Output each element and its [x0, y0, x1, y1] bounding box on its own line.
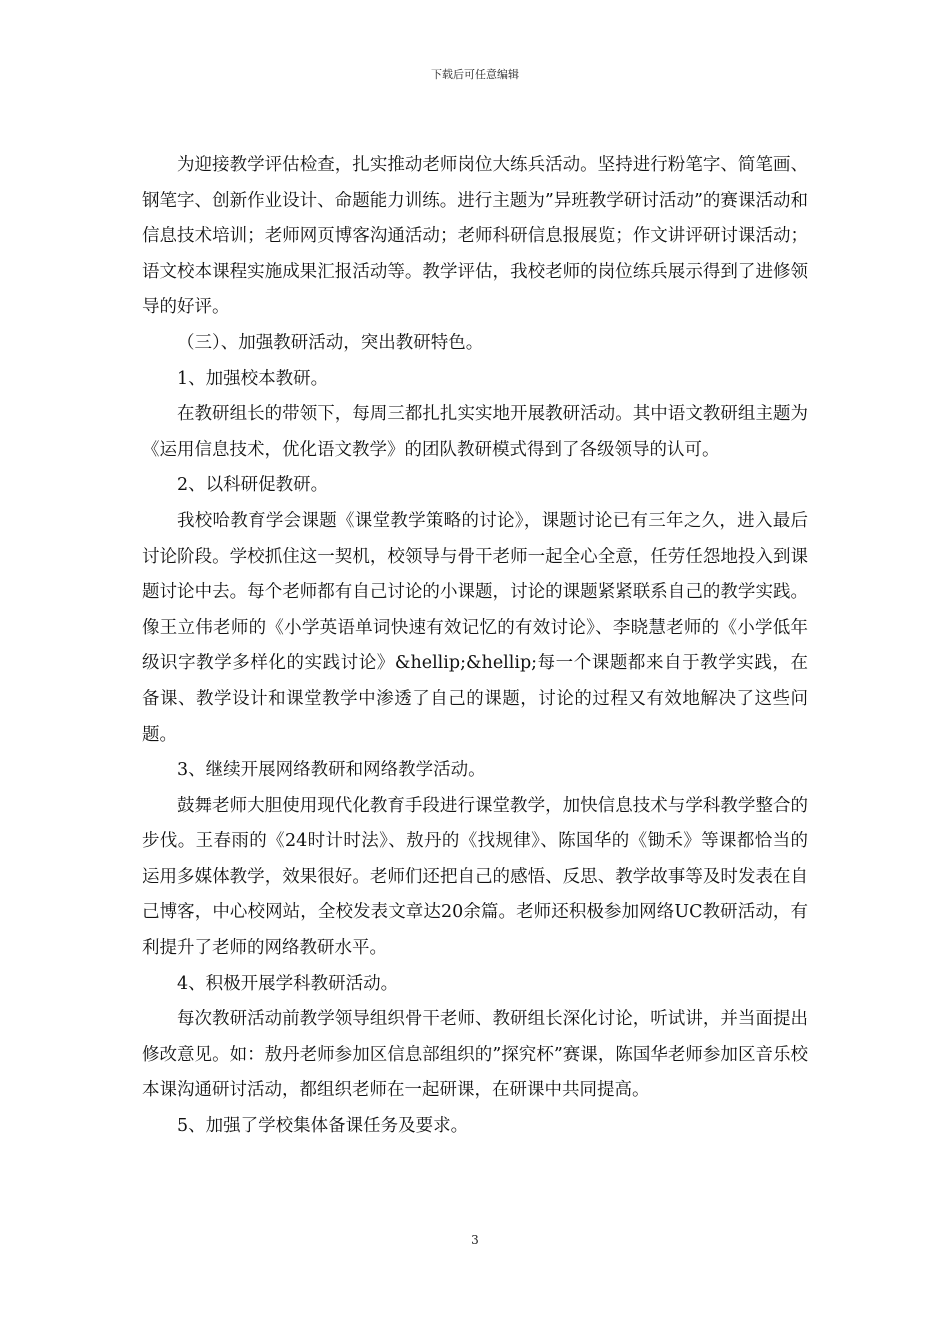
page-number: 3	[471, 1233, 479, 1247]
page-header: 下载后可任意编辑	[431, 68, 519, 81]
paragraph: 每次教研活动前教学领导组织骨干老师、教研组长深化讨论，听试讲，并当面提出修改意见。如：敖丹老师参加区信息部组织的”探究杯”赛课，陈国华老师参加区音乐校本课沟通研讨活动，都组织老师在一起研课，在研课中共同提高。	[142, 1009, 808, 1101]
subheading: 3、继续开展网络教研和网络教学活动。	[177, 760, 486, 781]
paragraph: 鼓舞老师大胆使用现代化教育手段进行课堂教学，加快信息技术与学科教学整合的步伐。王春雨的《24时计时法》、敖丹的《找规律》、陈国华的《锄禾》等课都恰当的运用多媒体教学，效果很好。老师们还把自己的感悟、反思、教学故事等及时发表在自己博客，中心校网站，全校发表文章达20余篇。老师还积极参加网络UC教研活动，有利提升了老师的网络教研水平。	[142, 795, 808, 959]
subheading: 1、加强校本教研。	[177, 368, 329, 389]
paragraph: 在教研组长的带领下，每周三都扎扎实实地开展教研活动。其中语文教研组主题为《运用信息技术，优化语文教学》的团队教研模式得到了各级领导的认可。	[142, 404, 808, 460]
paragraph: 为迎接教学评估检查，扎实推动老师岗位大练兵活动。坚持进行粉笔字、简笔画、钢笔字、创新作业设计、命题能力训练。进行主题为”异班教学研讨活动”的赛课活动和信息技术培训；老师网页博客沟通活动；老师科研信息报展览；作文讲评研讨课活动；语文校本课程实施成果汇报活动等。教学评估，我校老师的岗位练兵展示得到了进修领导的好评。	[142, 155, 808, 318]
subheading: 5、加强了学校集体备课任务及要求。	[177, 1116, 469, 1137]
paragraph: 我校哈教育学会课题《课堂教学策略的讨论》，课题讨论已有三年之久，进入最后讨论阶段。学校抓住这一契机，校领导与骨干老师一起全心全意，任劳任怨地投入到课题讨论中去。每个老师都有自己讨论的小课题，讨论的课题紧紧联系自己的教学实践。像王立伟老师的《小学英语单词快速有效记忆的有效讨论》、李晓慧老师的《小学低年级识字教学多样化的实践讨论》&hellip;&hellip;每一个课题都来自于教学实践，在备课、教学设计和课堂教学中渗透了自己的课题，讨论的过程又有效地解决了这些问题。	[142, 510, 808, 745]
document-body	[142, 148, 808, 1145]
subheading: 4、积极开展学科教研活动。	[177, 973, 399, 994]
subheading: 2、以科研促教研。	[177, 475, 329, 496]
section-heading: （三）、加强教研活动，突出教研特色。	[177, 332, 484, 353]
